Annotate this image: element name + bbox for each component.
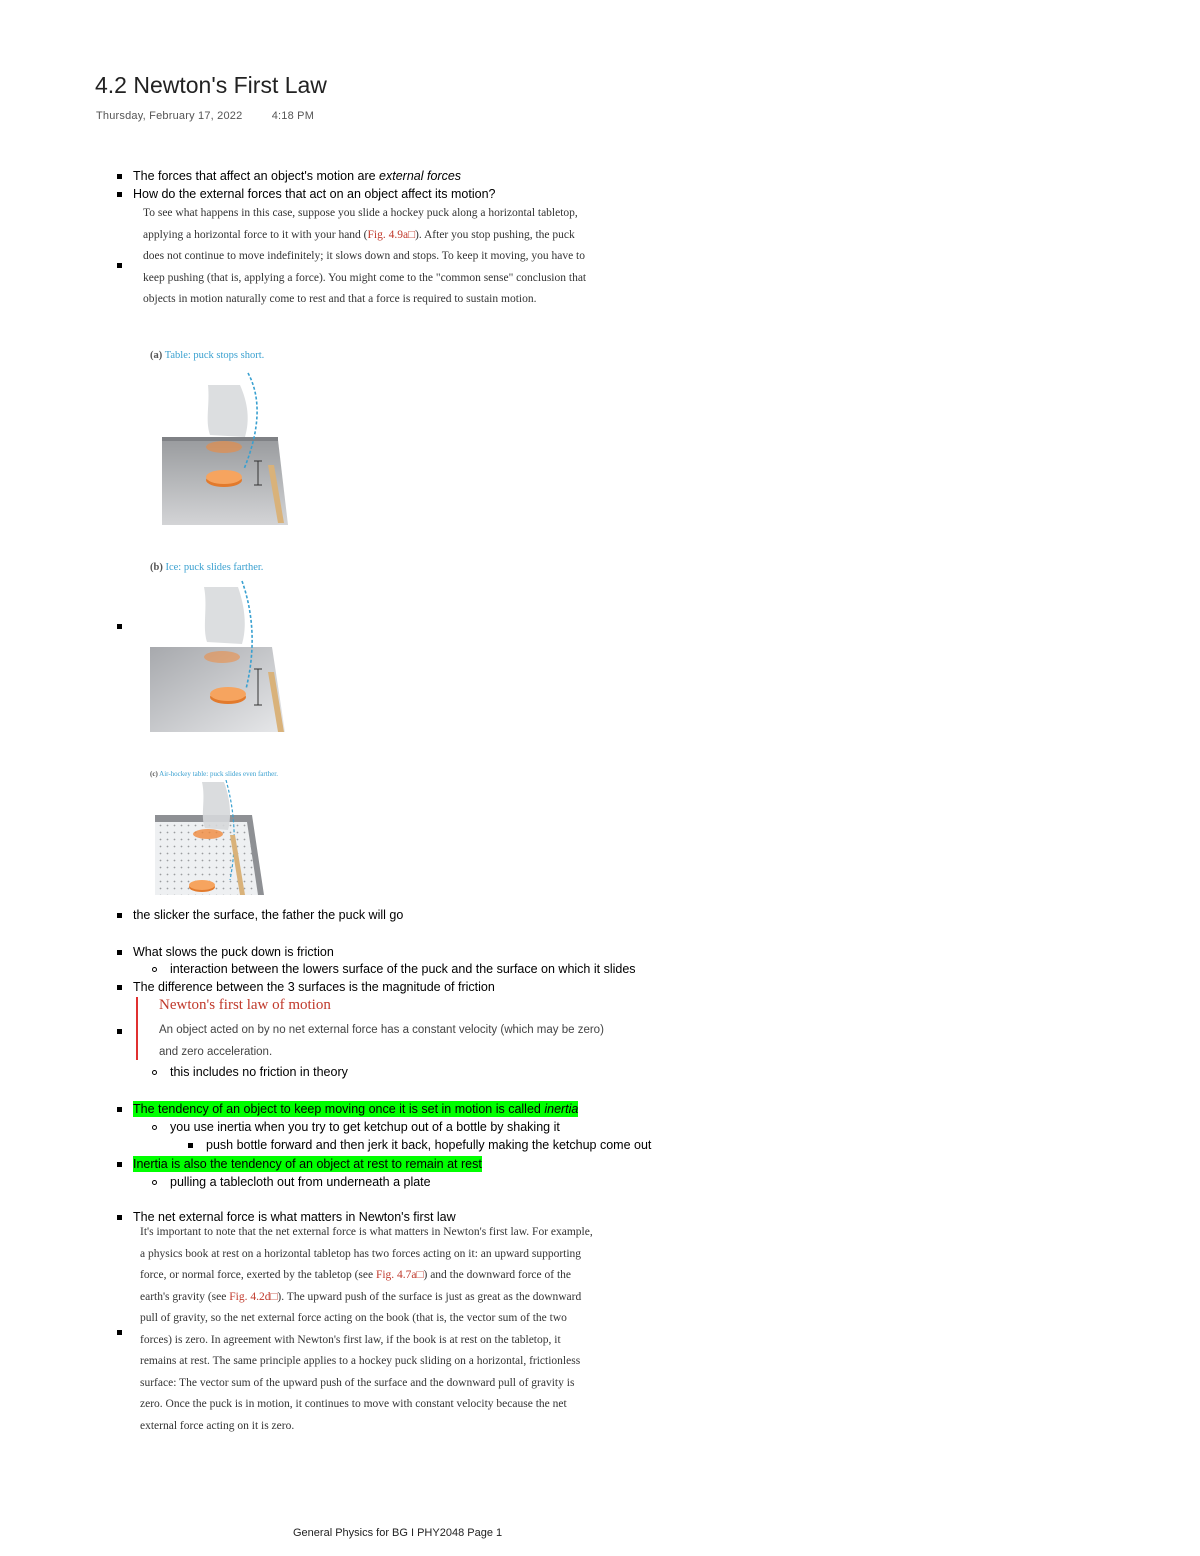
law-title: Newton's first law of motion [159,997,331,1013]
page-title: 4.2 Newton's First Law [95,72,327,98]
law-accent-bar [136,997,138,1060]
list-item: push bottle forward and then jerk it back, hopefully making the ketchup come out [206,1138,652,1152]
excerpt-line: force, or normal force, exerted by the tabletop (see Fig. 4.7a□) and the downward force of the [140,1269,572,1281]
list-item: How do the external forces that act on an object affect its motion? [133,187,496,201]
list-item: you use inertia when you try to get ketchup out of a bottle by shaking it [170,1120,560,1134]
bullet-marker [117,1215,122,1220]
figure-link[interactable]: Fig. 4.2d [229,1290,271,1303]
sub-bullet-marker [152,1180,157,1185]
bullet-marker [117,985,122,990]
external-link-icon: □ [416,1269,424,1281]
page-time: 4:18 PM [271,110,315,122]
bullet-marker [117,192,122,197]
figure-c-air-hockey-image [150,780,275,900]
figure-link[interactable]: Fig. 4.9a [367,228,409,241]
excerpt-line: It's important to note that the net external force is what matters in Newton's first law. For example, [140,1226,593,1238]
list-item-italic: external forces [379,169,462,183]
list-item: What slows the puck down is friction [133,945,334,959]
figure-a-table-puck-image [150,365,300,530]
figure-link[interactable]: Fig. 4.7a [375,1269,417,1281]
figure-b-ice-puck-image [150,577,300,737]
external-link-icon: □ [408,228,416,241]
textbook-excerpt-1 [143,203,586,311]
law-line: and zero acceleration. [159,1046,273,1058]
excerpt-line: a physics book at rest on a horizontal tabletop has two forces acting on it: an upward supporting [140,1247,582,1260]
law-line: An object acted on by no net external force has a constant velocity (which may be zero) [159,1024,604,1036]
excerpt-line: objects in motion naturally come to rest and that a force is required to sustain motion. [143,293,537,305]
excerpt-line: forces) is zero. In agreement with Newton's first law, if the book is at rest on the tabletop, it [140,1333,561,1346]
bullet-marker [117,1162,122,1167]
textbook-excerpt-2 [140,1222,593,1437]
page-timestamp [96,110,314,122]
bullet-marker [117,263,122,268]
bullet-marker [117,1029,122,1034]
excerpt-line: To see what happens in this case, suppose you slide a hockey puck along a horizontal tabletop, [143,207,578,219]
list-item [133,168,461,184]
external-link-icon: □ [270,1290,278,1303]
list-item: The net external force is what matters in Newton's first law [133,1210,456,1224]
sub-sub-bullet-marker [188,1143,193,1148]
excerpt-line: pull of gravity, so the net external force acting on the book (that is, the vector sum of the two [140,1312,567,1324]
page-date: Thursday, February 17, 2022 [96,110,243,122]
law-statement [159,1019,604,1063]
excerpt-line: surface: The vector sum of the upward push of the surface and the downward pull of gravity is [140,1376,575,1389]
list-item: this includes no friction in theory [170,1065,348,1079]
list-item: the slicker the surface, the father the puck will go [133,908,404,922]
list-item: pulling a tablecloth out from underneath a plate [170,1175,431,1189]
sub-bullet-marker [152,967,157,972]
excerpt-line: remains at rest. The same principle applies to a hockey puck sliding on a horizontal, frictionless [140,1355,581,1367]
sub-bullet-marker [152,1125,157,1130]
list-item: interaction between the lowers surface of the puck and the surface on which it slides [170,962,636,976]
figure-b-caption: (b) Ice: puck slides farther. [150,562,264,573]
page-footer: General Physics for BG I PHY2048 Page 1 [293,1527,503,1539]
excerpt-line: applying a horizontal force to it with your hand (Fig. 4.9a□). After you stop pushing, the puck [143,228,575,241]
highlighted-list-item: Inertia is also the tendency of an object at rest to remain at rest [133,1157,482,1171]
bullet-marker [117,174,122,179]
bullet-marker [117,1107,122,1112]
excerpt-line: external force acting on it is zero. [140,1419,295,1432]
bullet-marker [117,950,122,955]
list-item-text: The tendency of an object to keep moving once it is set in motion is called [133,1102,545,1116]
bullet-marker [117,913,122,918]
bullet-marker [117,1330,122,1335]
bullet-marker [117,624,122,629]
excerpt-line: keep pushing (that is, applying a force). You might come to the "common sense" conclusion that [143,271,587,284]
excerpt-line: does not continue to move indefinitely; it slows down and stops. To keep it moving, you have to [143,250,586,262]
list-item-italic: inertia [544,1102,579,1116]
list-item-text: The forces that affect an object's motion are [133,169,380,183]
excerpt-line: zero. Once the puck is in motion, it continues to move with constant velocity because the net [140,1398,567,1410]
sub-bullet-marker [152,1070,157,1075]
highlighted-list-item [133,1101,578,1117]
figure-a-caption: (a) Table: puck stops short. [150,350,265,361]
excerpt-line: earth's gravity (see Fig. 4.2d□). The upward push of the surface is just as great as the downward [140,1290,582,1303]
figure-c-caption: (c) Air-hockey table: puck slides even farther. [150,770,278,778]
list-item: The difference between the 3 surfaces is the magnitude of friction [133,980,495,994]
